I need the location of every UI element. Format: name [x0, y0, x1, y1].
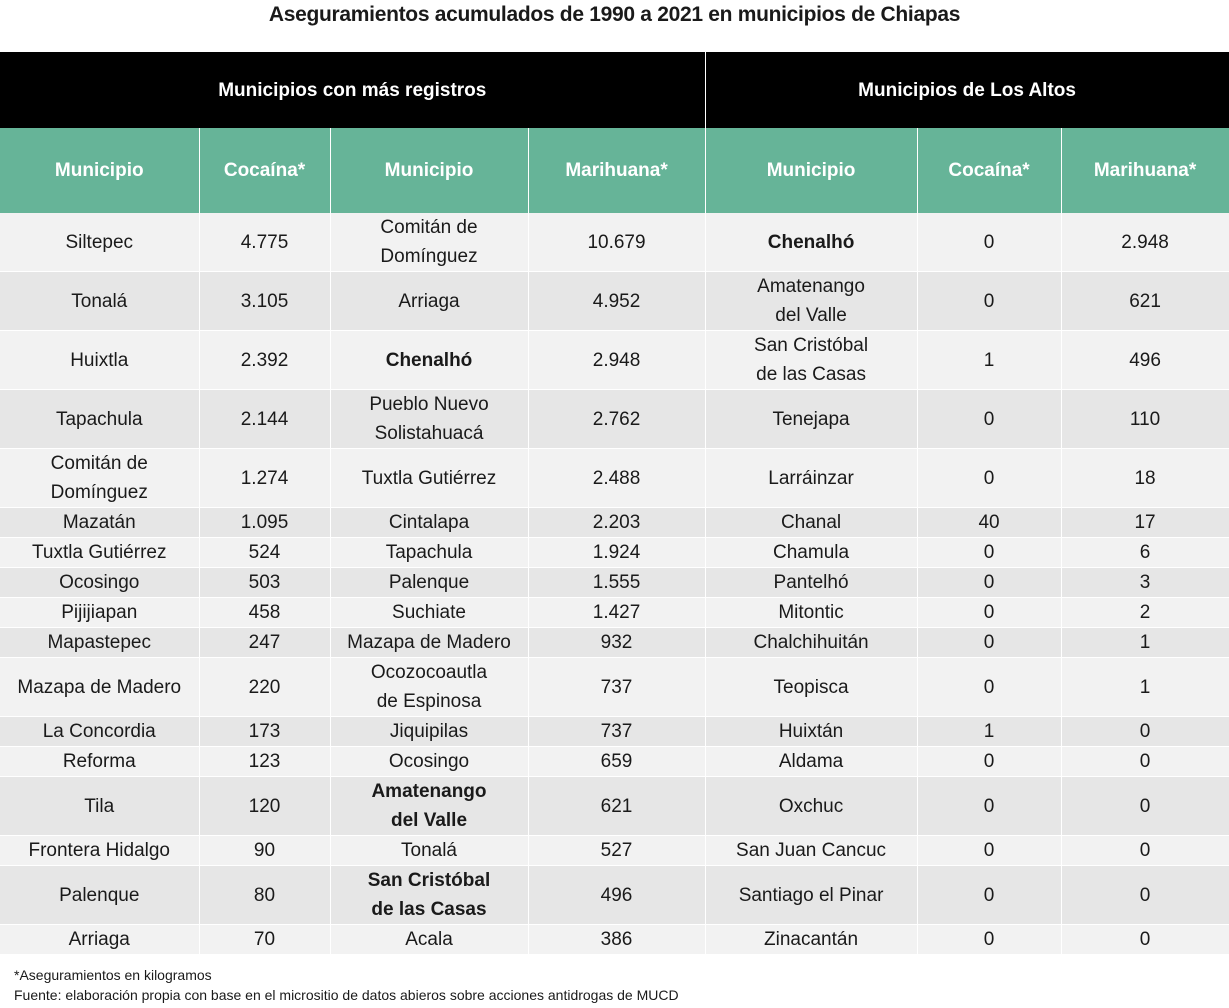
municipio-cell: Arriaga [330, 272, 528, 331]
marihuana-value: 1 [1061, 658, 1229, 717]
municipio-cell: Acala [330, 925, 528, 955]
municipio-cell: Mapastepec [0, 628, 199, 658]
marihuana-value: 1.924 [528, 538, 705, 568]
cocaina-value: 4.775 [199, 213, 330, 272]
cocaina-value: 0 [917, 272, 1061, 331]
column-header: Cocaína* [917, 128, 1061, 213]
municipio-cell: Comitán de Domínguez [0, 449, 199, 508]
municipio-cell: Santiago el Pinar [705, 866, 917, 925]
marihuana-value: 110 [1061, 390, 1229, 449]
municipio-cell: Chanal [705, 508, 917, 538]
municipio-cell: Tapachula [330, 538, 528, 568]
municipio-cell: San Juan Cancuc [705, 836, 917, 866]
group-header-left: Municipios con más registros [0, 52, 705, 128]
municipio-cell: Huixtán [705, 717, 917, 747]
column-header: Marihuana* [528, 128, 705, 213]
unit-footnote: *Aseguramientos en kilogramos [14, 967, 212, 983]
marihuana-value: 496 [1061, 331, 1229, 390]
municipio-cell: Mazapa de Madero [0, 658, 199, 717]
table-body [0, 213, 1229, 955]
municipio-cell: Ocosingo [330, 747, 528, 777]
marihuana-value: 1.555 [528, 568, 705, 598]
cocaina-value: 70 [199, 925, 330, 955]
marihuana-value: 0 [1061, 777, 1229, 836]
municipio-cell: Chenalhó [705, 213, 917, 272]
table-row [0, 747, 1229, 777]
table-row [0, 272, 1229, 331]
cocaina-value: 1 [917, 331, 1061, 390]
cocaina-value: 0 [917, 747, 1061, 777]
cocaina-value: 503 [199, 568, 330, 598]
municipio-cell: Reforma [0, 747, 199, 777]
marihuana-value: 18 [1061, 449, 1229, 508]
cocaina-value: 0 [917, 658, 1061, 717]
marihuana-value: 527 [528, 836, 705, 866]
group-header-right: Municipios de Los Altos [705, 52, 1229, 128]
municipio-cell: Jiquipilas [330, 717, 528, 747]
municipio-cell: Huixtla [0, 331, 199, 390]
marihuana-value: 2.948 [1061, 213, 1229, 272]
municipio-cell: Mitontic [705, 598, 917, 628]
marihuana-value: 496 [528, 866, 705, 925]
table-row [0, 658, 1229, 717]
table-row [0, 866, 1229, 925]
municipio-cell: Chenalhó [330, 331, 528, 390]
municipio-cell: San Cristóbal de las Casas [705, 331, 917, 390]
cocaina-value: 1.274 [199, 449, 330, 508]
municipio-cell: Chamula [705, 538, 917, 568]
column-header-row [0, 128, 1229, 213]
municipio-cell: Chalchihuitán [705, 628, 917, 658]
municipio-cell: Pueblo Nuevo Solistahuacá [330, 390, 528, 449]
marihuana-value: 2 [1061, 598, 1229, 628]
municipio-cell: Ocozocoautla de Espinosa [330, 658, 528, 717]
municipio-cell: Amatenango del Valle [705, 272, 917, 331]
municipio-cell: Frontera Hidalgo [0, 836, 199, 866]
municipio-cell: Ocosingo [0, 568, 199, 598]
column-header: Cocaína* [199, 128, 330, 213]
marihuana-value: 0 [1061, 866, 1229, 925]
marihuana-value: 621 [1061, 272, 1229, 331]
cocaina-value: 173 [199, 717, 330, 747]
cocaina-value: 123 [199, 747, 330, 777]
cocaina-value: 2.144 [199, 390, 330, 449]
table-row [0, 213, 1229, 272]
table-row [0, 390, 1229, 449]
column-header: Municipio [0, 128, 199, 213]
municipio-cell: Pijijiapan [0, 598, 199, 628]
municipio-cell: Mazatán [0, 508, 199, 538]
marihuana-value: 1 [1061, 628, 1229, 658]
cocaina-value: 0 [917, 925, 1061, 955]
table-row [0, 836, 1229, 866]
table-row [0, 598, 1229, 628]
municipio-cell: Tuxtla Gutiérrez [330, 449, 528, 508]
municipio-cell: Tila [0, 777, 199, 836]
table-row [0, 449, 1229, 508]
group-header-row [0, 52, 1229, 128]
cocaina-value: 0 [917, 390, 1061, 449]
column-header: Municipio [705, 128, 917, 213]
cocaina-value: 0 [917, 538, 1061, 568]
municipio-cell: La Concordia [0, 717, 199, 747]
municipio-cell: Cintalapa [330, 508, 528, 538]
cocaina-value: 0 [917, 628, 1061, 658]
municipio-cell: Tonalá [0, 272, 199, 331]
cocaina-value: 0 [917, 568, 1061, 598]
marihuana-value: 0 [1061, 836, 1229, 866]
cocaina-value: 220 [199, 658, 330, 717]
marihuana-value: 0 [1061, 747, 1229, 777]
cocaina-value: 90 [199, 836, 330, 866]
marihuana-value: 737 [528, 717, 705, 747]
marihuana-value: 621 [528, 777, 705, 836]
marihuana-value: 932 [528, 628, 705, 658]
table-row [0, 717, 1229, 747]
table-row [0, 538, 1229, 568]
municipio-cell: Tenejapa [705, 390, 917, 449]
marihuana-value: 3 [1061, 568, 1229, 598]
chart-title: Aseguramientos acumulados de 1990 a 2021 en municipios de Chiapas [268, 3, 961, 26]
municipio-cell: San Cristóbal de las Casas [330, 866, 528, 925]
municipio-cell: Pantelhó [705, 568, 917, 598]
marihuana-value: 17 [1061, 508, 1229, 538]
cocaina-value: 2.392 [199, 331, 330, 390]
municipio-cell: Palenque [0, 866, 199, 925]
cocaina-value: 80 [199, 866, 330, 925]
column-header: Municipio [330, 128, 528, 213]
marihuana-value: 6 [1061, 538, 1229, 568]
cocaina-value: 0 [917, 449, 1061, 508]
municipio-cell: Arriaga [0, 925, 199, 955]
cocaina-value: 0 [917, 777, 1061, 836]
cocaina-value: 0 [917, 866, 1061, 925]
cocaina-value: 524 [199, 538, 330, 568]
municipio-cell: Palenque [330, 568, 528, 598]
table-row [0, 568, 1229, 598]
marihuana-value: 2.203 [528, 508, 705, 538]
cocaina-value: 120 [199, 777, 330, 836]
marihuana-value: 659 [528, 747, 705, 777]
marihuana-value: 10.679 [528, 213, 705, 272]
cocaina-value: 0 [917, 213, 1061, 272]
municipio-cell: Zinacantán [705, 925, 917, 955]
municipio-cell: Amatenango del Valle [330, 777, 528, 836]
marihuana-value: 2.948 [528, 331, 705, 390]
municipio-cell: Teopisca [705, 658, 917, 717]
municipio-cell: Oxchuc [705, 777, 917, 836]
table-row [0, 925, 1229, 955]
cocaina-value: 1.095 [199, 508, 330, 538]
table-row [0, 628, 1229, 658]
municipio-cell: Mazapa de Madero [330, 628, 528, 658]
data-table [0, 52, 1229, 955]
table-row [0, 508, 1229, 538]
municipio-cell: Siltepec [0, 213, 199, 272]
source-footnote: Fuente: elaboración propia con base en el micrositio de datos abieros sobre acciones antidrogas de MUCD [14, 987, 679, 1003]
cocaina-value: 0 [917, 836, 1061, 866]
municipio-cell: Tonalá [330, 836, 528, 866]
cocaina-value: 1 [917, 717, 1061, 747]
table-row [0, 331, 1229, 390]
municipio-cell: Suchiate [330, 598, 528, 628]
marihuana-value: 1.427 [528, 598, 705, 628]
cocaina-value: 3.105 [199, 272, 330, 331]
marihuana-value: 4.952 [528, 272, 705, 331]
column-header: Marihuana* [1061, 128, 1229, 213]
municipio-cell: Comitán de Domínguez [330, 213, 528, 272]
municipio-cell: Larráinzar [705, 449, 917, 508]
cocaina-value: 458 [199, 598, 330, 628]
municipio-cell: Aldama [705, 747, 917, 777]
marihuana-value: 2.762 [528, 390, 705, 449]
cocaina-value: 247 [199, 628, 330, 658]
marihuana-value: 2.488 [528, 449, 705, 508]
marihuana-value: 386 [528, 925, 705, 955]
marihuana-value: 0 [1061, 925, 1229, 955]
marihuana-value: 737 [528, 658, 705, 717]
cocaina-value: 0 [917, 598, 1061, 628]
table-row [0, 777, 1229, 836]
municipio-cell: Tapachula [0, 390, 199, 449]
municipio-cell: Tuxtla Gutiérrez [0, 538, 199, 568]
marihuana-value: 0 [1061, 717, 1229, 747]
cocaina-value: 40 [917, 508, 1061, 538]
